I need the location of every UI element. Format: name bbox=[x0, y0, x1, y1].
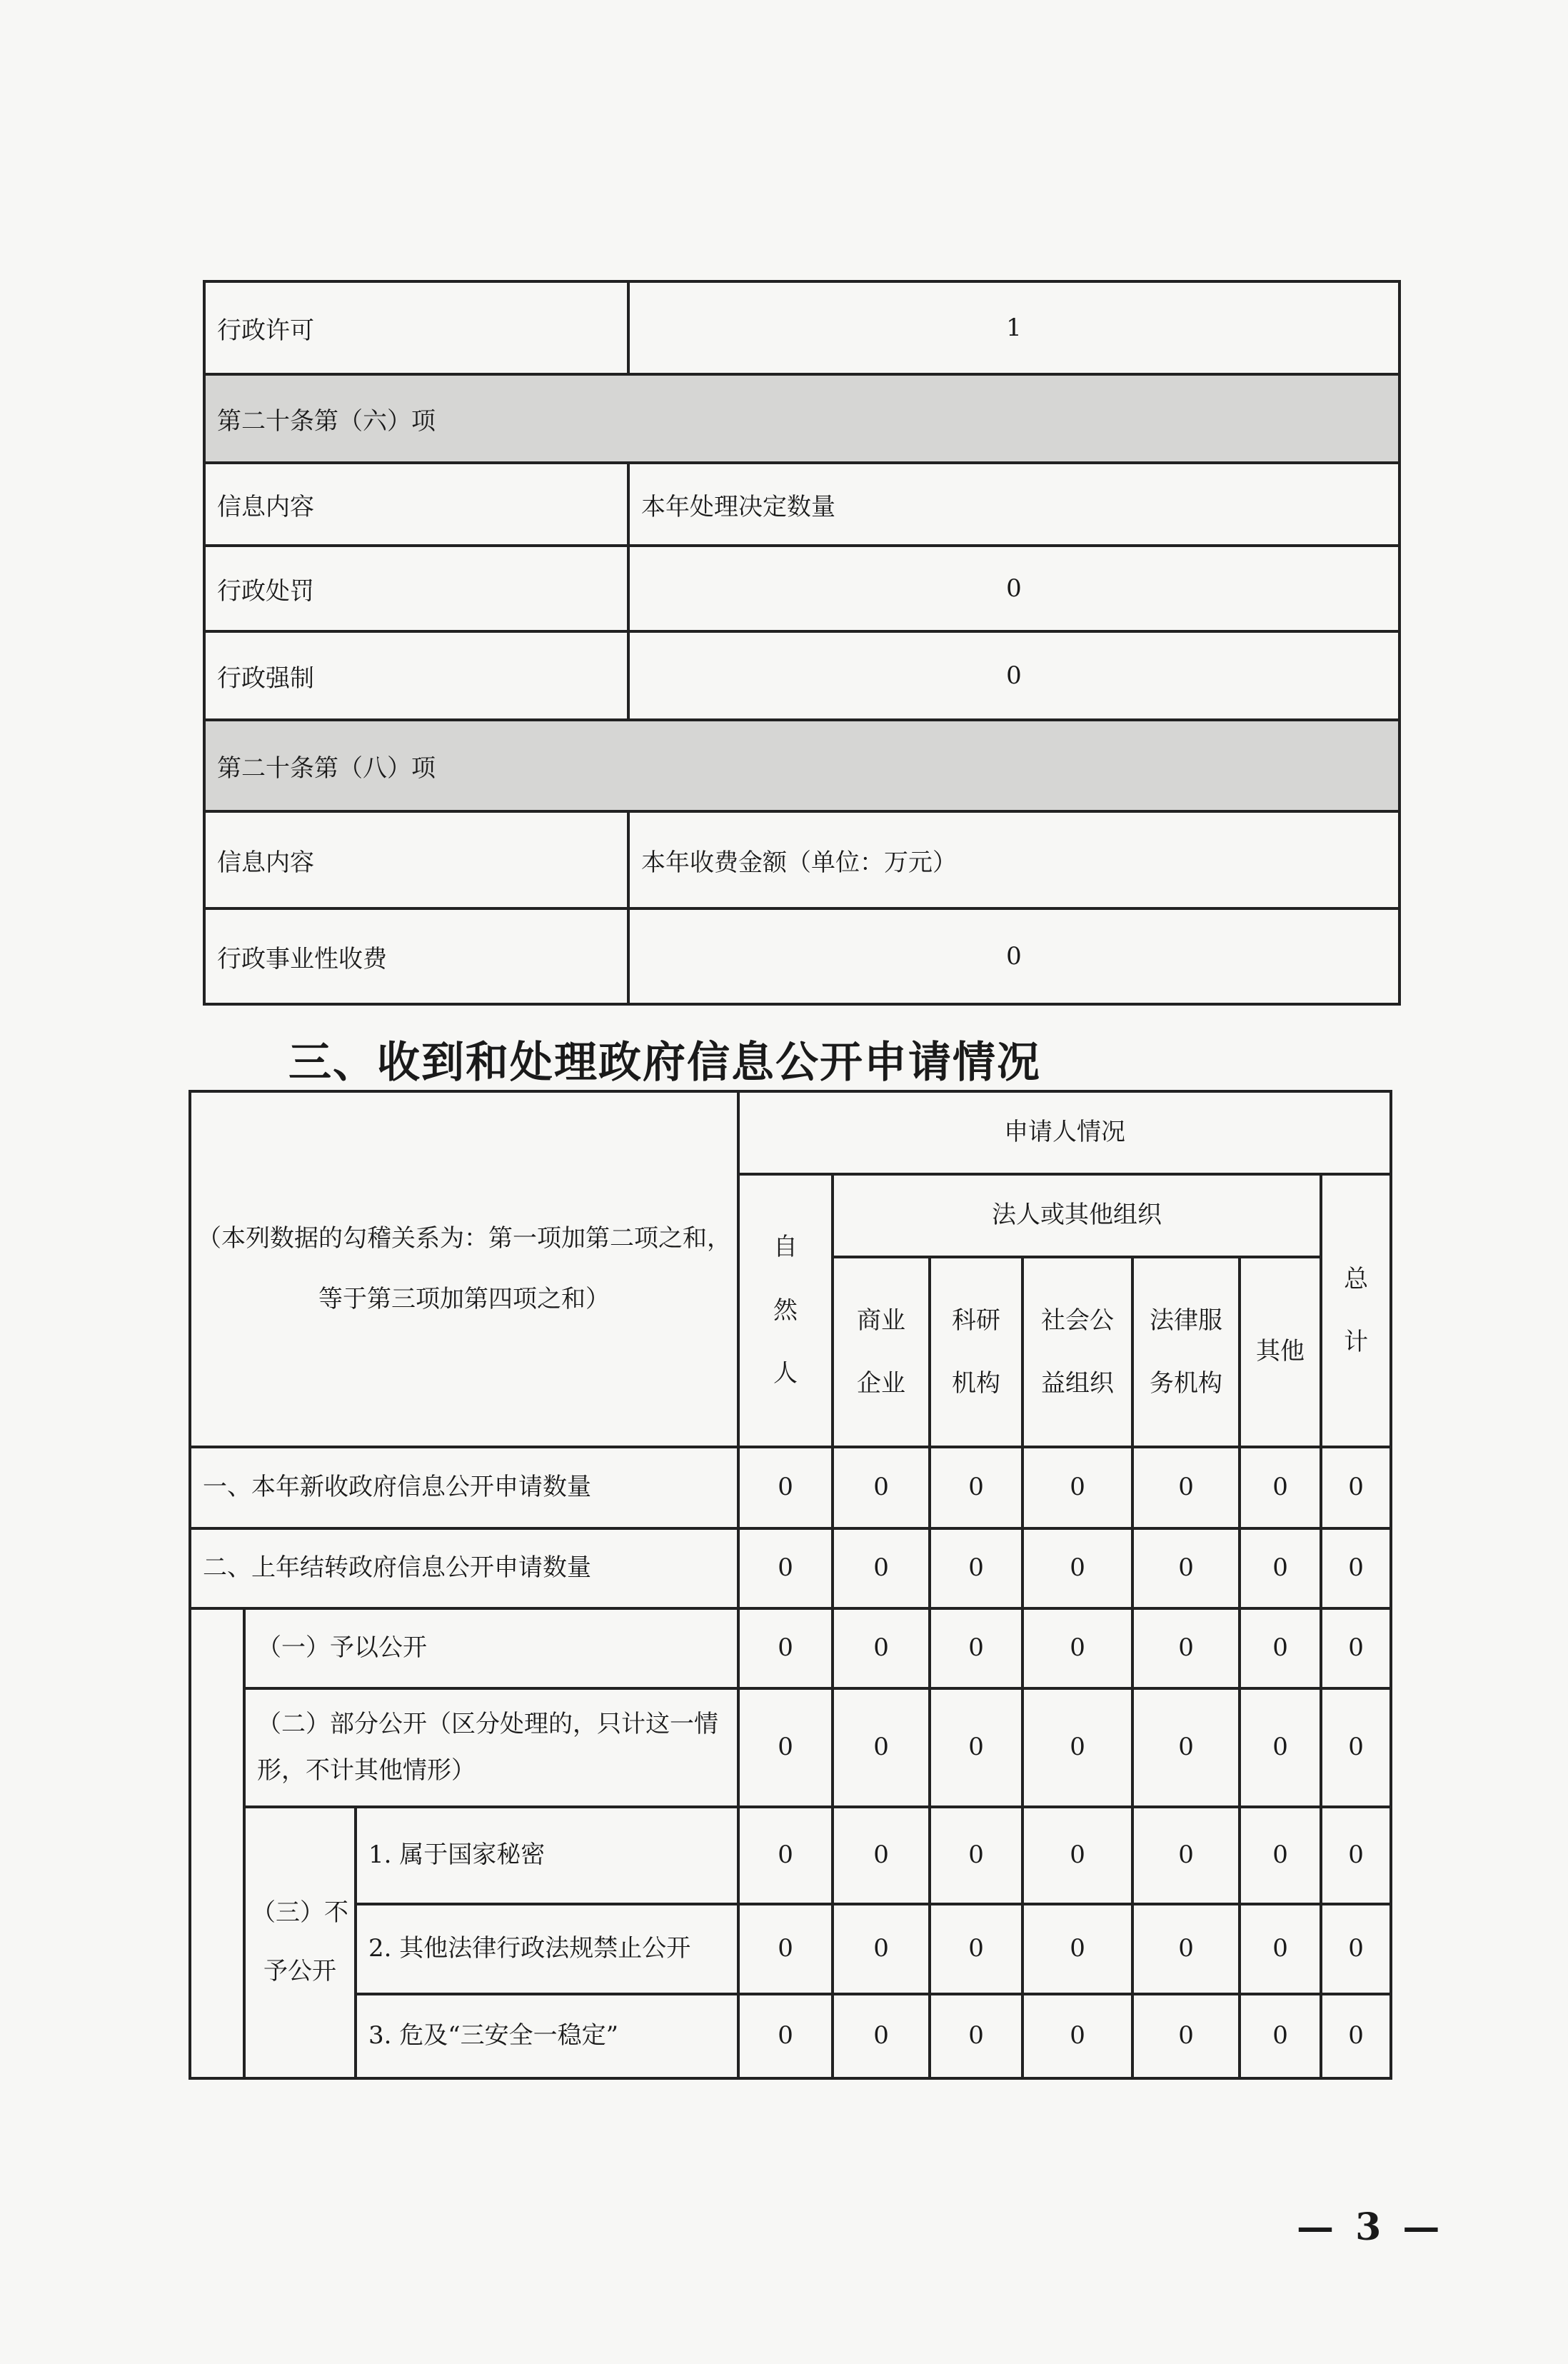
cell-value: 0 bbox=[1022, 1608, 1132, 1688]
cell-value: 0 bbox=[833, 1688, 930, 1807]
cell-value: 0 bbox=[738, 1528, 833, 1608]
section-title: 第二十条第（八）项 bbox=[204, 720, 1399, 811]
cell-value: 0 bbox=[1240, 1447, 1321, 1528]
application-table bbox=[189, 1090, 1392, 2080]
header-line: 机构 bbox=[952, 1369, 1001, 1398]
table-row bbox=[190, 1528, 1391, 1608]
table-row bbox=[190, 1807, 1391, 1904]
row-label: 3. 危及“三安全一稳定” bbox=[356, 1994, 738, 2078]
table-row bbox=[190, 1904, 1391, 1994]
cell-value: 0 bbox=[930, 1688, 1022, 1807]
cell-value: 0 bbox=[738, 1608, 833, 1688]
row-label: 行政处罚 bbox=[204, 546, 628, 631]
cell-value: 0 bbox=[1132, 1688, 1240, 1807]
row-label: 信息内容 bbox=[204, 811, 628, 908]
header-line: 科研 bbox=[952, 1306, 1001, 1335]
cell-value: 0 bbox=[1132, 1528, 1240, 1608]
cell-value: 0 bbox=[930, 1528, 1022, 1608]
cell-value: 0 bbox=[1321, 1688, 1391, 1807]
row-label: 行政强制 bbox=[204, 631, 628, 720]
header-char: 自 bbox=[773, 1233, 798, 1262]
table-row bbox=[190, 1688, 1391, 1807]
header-line: 法律服 bbox=[1150, 1306, 1223, 1335]
row-value: 0 bbox=[628, 546, 1399, 631]
header-line: 务机构 bbox=[1150, 1369, 1223, 1398]
table-row bbox=[204, 281, 1399, 374]
col-business bbox=[833, 1257, 930, 1447]
cell-value: 0 bbox=[1240, 1994, 1321, 2078]
cell-value: 0 bbox=[1240, 1904, 1321, 1994]
row-label: 1. 属于国家秘密 bbox=[356, 1807, 738, 1904]
cell-value: 0 bbox=[833, 1904, 930, 1994]
row-value: 0 bbox=[628, 631, 1399, 720]
section-heading: 三、收到和处理政府信息公开申请情况 bbox=[288, 1038, 1041, 1088]
table-row bbox=[190, 1608, 1391, 1688]
cell-value: 0 bbox=[738, 1994, 833, 2078]
cell-value: 0 bbox=[833, 1528, 930, 1608]
label-line: 予公开 bbox=[263, 1957, 336, 1985]
header-char: 总 bbox=[1344, 1264, 1369, 1293]
row-value: 1 bbox=[628, 281, 1399, 374]
label-line: （三）不 bbox=[251, 1898, 348, 1928]
header-line: 企业 bbox=[857, 1369, 906, 1398]
cell-value: 0 bbox=[738, 1904, 833, 1994]
cell-value: 0 bbox=[1321, 1807, 1391, 1904]
col-research bbox=[930, 1257, 1022, 1447]
table-row bbox=[204, 463, 1399, 546]
cell-value: 0 bbox=[1240, 1608, 1321, 1688]
cell-value: 0 bbox=[1321, 1447, 1391, 1528]
row-label: （二）部分公开（区分处理的，只计这一情形，不计其他情形） bbox=[244, 1688, 738, 1807]
cell-value: 0 bbox=[833, 1447, 930, 1528]
cell-value: 0 bbox=[1132, 1447, 1240, 1528]
cell-value: 0 bbox=[1132, 1807, 1240, 1904]
col-social bbox=[1022, 1257, 1132, 1447]
cell-value: 0 bbox=[738, 1688, 833, 1807]
row-label: 行政事业性收费 bbox=[204, 908, 628, 1004]
row-label: 2. 其他法律行政法规禁止公开 bbox=[356, 1904, 738, 1994]
row-label: 一、本年新收政府信息公开申请数量 bbox=[190, 1447, 738, 1528]
applicant-header: 申请人情况 bbox=[738, 1091, 1391, 1174]
col-total bbox=[1321, 1174, 1391, 1447]
cell-value: 0 bbox=[1022, 1447, 1132, 1528]
header-char: 计 bbox=[1344, 1328, 1369, 1356]
section-title: 第二十条第（六）项 bbox=[204, 374, 1399, 463]
header-char: 然 bbox=[773, 1296, 798, 1325]
cell-value: 0 bbox=[1321, 1994, 1391, 2078]
header-line: 商业 bbox=[857, 1306, 906, 1335]
cell-value: 0 bbox=[1022, 1688, 1132, 1807]
table-row bbox=[204, 811, 1399, 908]
cell-value: 0 bbox=[1132, 1608, 1240, 1688]
cell-value: 0 bbox=[930, 1608, 1022, 1688]
cell-value: 0 bbox=[930, 1807, 1022, 1904]
cell-value: 0 bbox=[738, 1807, 833, 1904]
note-line: 等于第三项加第四项之和） bbox=[318, 1285, 610, 1313]
cell-value: 0 bbox=[1132, 1904, 1240, 1994]
upper-table bbox=[203, 280, 1401, 1006]
cell-value: 0 bbox=[833, 1608, 930, 1688]
row-label: 信息内容 bbox=[204, 463, 628, 546]
table-row bbox=[204, 631, 1399, 720]
cell-value: 0 bbox=[1321, 1904, 1391, 1994]
section-row bbox=[204, 720, 1399, 811]
table-row bbox=[190, 1994, 1391, 2078]
cell-value: 0 bbox=[1321, 1528, 1391, 1608]
row-value: 本年处理决定数量 bbox=[628, 463, 1399, 546]
col-natural-person bbox=[738, 1174, 833, 1447]
cell-value: 0 bbox=[930, 1904, 1022, 1994]
cell-value: 0 bbox=[833, 1994, 930, 2078]
cell-value: 0 bbox=[833, 1807, 930, 1904]
row-label: （一）予以公开 bbox=[244, 1608, 738, 1688]
row-value: 本年收费金额（单位：万元） bbox=[628, 811, 1399, 908]
col-legal-service bbox=[1132, 1257, 1240, 1447]
note-line: （本列数据的勾稽关系为：第一项加第二项之和， bbox=[197, 1224, 732, 1253]
header-line: 益组织 bbox=[1041, 1369, 1115, 1398]
cell-value: 0 bbox=[1240, 1688, 1321, 1807]
cell-value: 0 bbox=[1240, 1807, 1321, 1904]
cell-value: 0 bbox=[1132, 1994, 1240, 2078]
cell-value: 0 bbox=[1240, 1528, 1321, 1608]
page-number: — 3 — bbox=[1297, 2205, 1444, 2249]
cell-value: 0 bbox=[1022, 1994, 1132, 2078]
cell-value: 0 bbox=[738, 1447, 833, 1528]
blank-indent-cell bbox=[190, 1608, 244, 2078]
cell-value: 0 bbox=[1022, 1807, 1132, 1904]
legal-header: 法人或其他组织 bbox=[833, 1174, 1321, 1257]
not-public-label bbox=[244, 1807, 356, 2078]
cell-value: 0 bbox=[930, 1994, 1022, 2078]
cell-value: 0 bbox=[1321, 1608, 1391, 1688]
col-other: 其他 bbox=[1240, 1257, 1321, 1447]
table-row bbox=[204, 546, 1399, 631]
cell-value: 0 bbox=[1022, 1528, 1132, 1608]
header-line: 社会公 bbox=[1041, 1306, 1115, 1335]
header-char: 人 bbox=[773, 1359, 798, 1388]
note-cell bbox=[190, 1091, 738, 1447]
row-value: 0 bbox=[628, 908, 1399, 1004]
row-label: 行政许可 bbox=[204, 281, 628, 374]
table-row bbox=[204, 908, 1399, 1004]
section-row bbox=[204, 374, 1399, 463]
cell-value: 0 bbox=[1022, 1904, 1132, 1994]
table-row bbox=[190, 1447, 1391, 1528]
row-label: 二、上年结转政府信息公开申请数量 bbox=[190, 1528, 738, 1608]
header-row bbox=[190, 1091, 1391, 1174]
cell-value: 0 bbox=[930, 1447, 1022, 1528]
